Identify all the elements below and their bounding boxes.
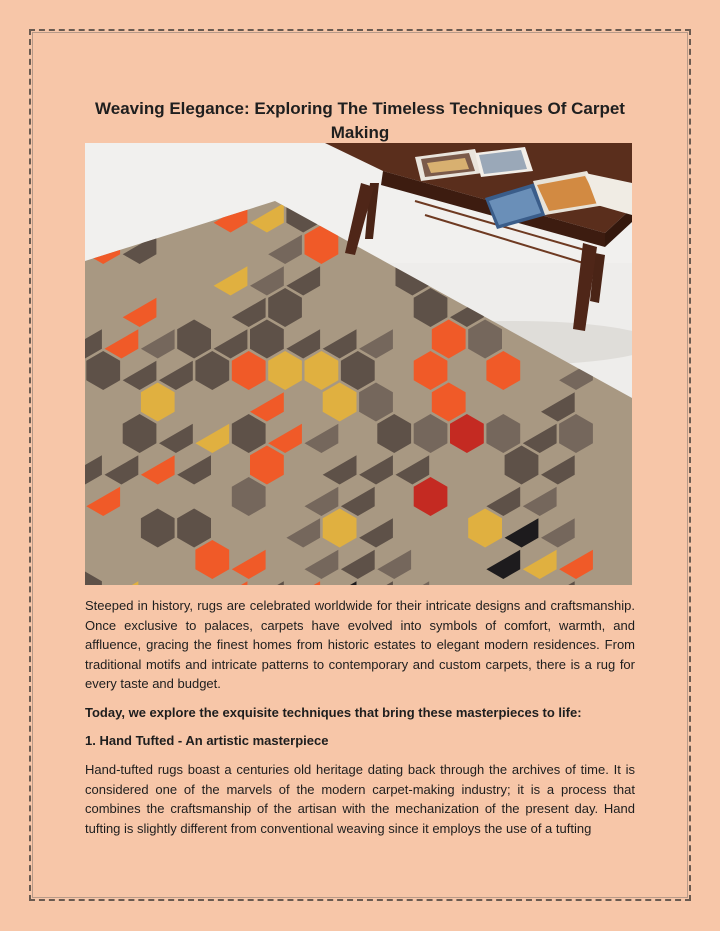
rug-illustration [85, 143, 632, 585]
hand-tufted-paragraph: Hand-tufted rugs boast a centuries old heritage dating back through the archives of time. It is considered one of the marvels of the modern carpet-making industry; it is a process that combines the craftsmanship of the artisan with the mechanization of the present day. Hand tufting is slightly different from conventional weaving since it employs the use of a tufting [85, 762, 635, 836]
hero-image [85, 143, 632, 585]
document-title: Weaving Elegance: Exploring The Timeless Techniques Of Carpet Making [95, 99, 625, 143]
intro-paragraph: Steeped in history, rugs are celebrated worldwide for their intricate designs and craftsmanship. Once exclusive to palaces, carpets have evolved into symbols of comfort, warmth, and affluence, gracing the finest homes from historic estates to elegant modern residences. From traditional motifs and intricate patterns to contemporary and custom carpets, there is a rug for every taste and budget. [85, 598, 635, 691]
section-heading-hand-tufted: 1. Hand Tufted - An artistic masterpiece [85, 733, 329, 748]
lead-paragraph: Today, we explore the exquisite techniques that bring these masterpieces to life: [85, 705, 582, 720]
